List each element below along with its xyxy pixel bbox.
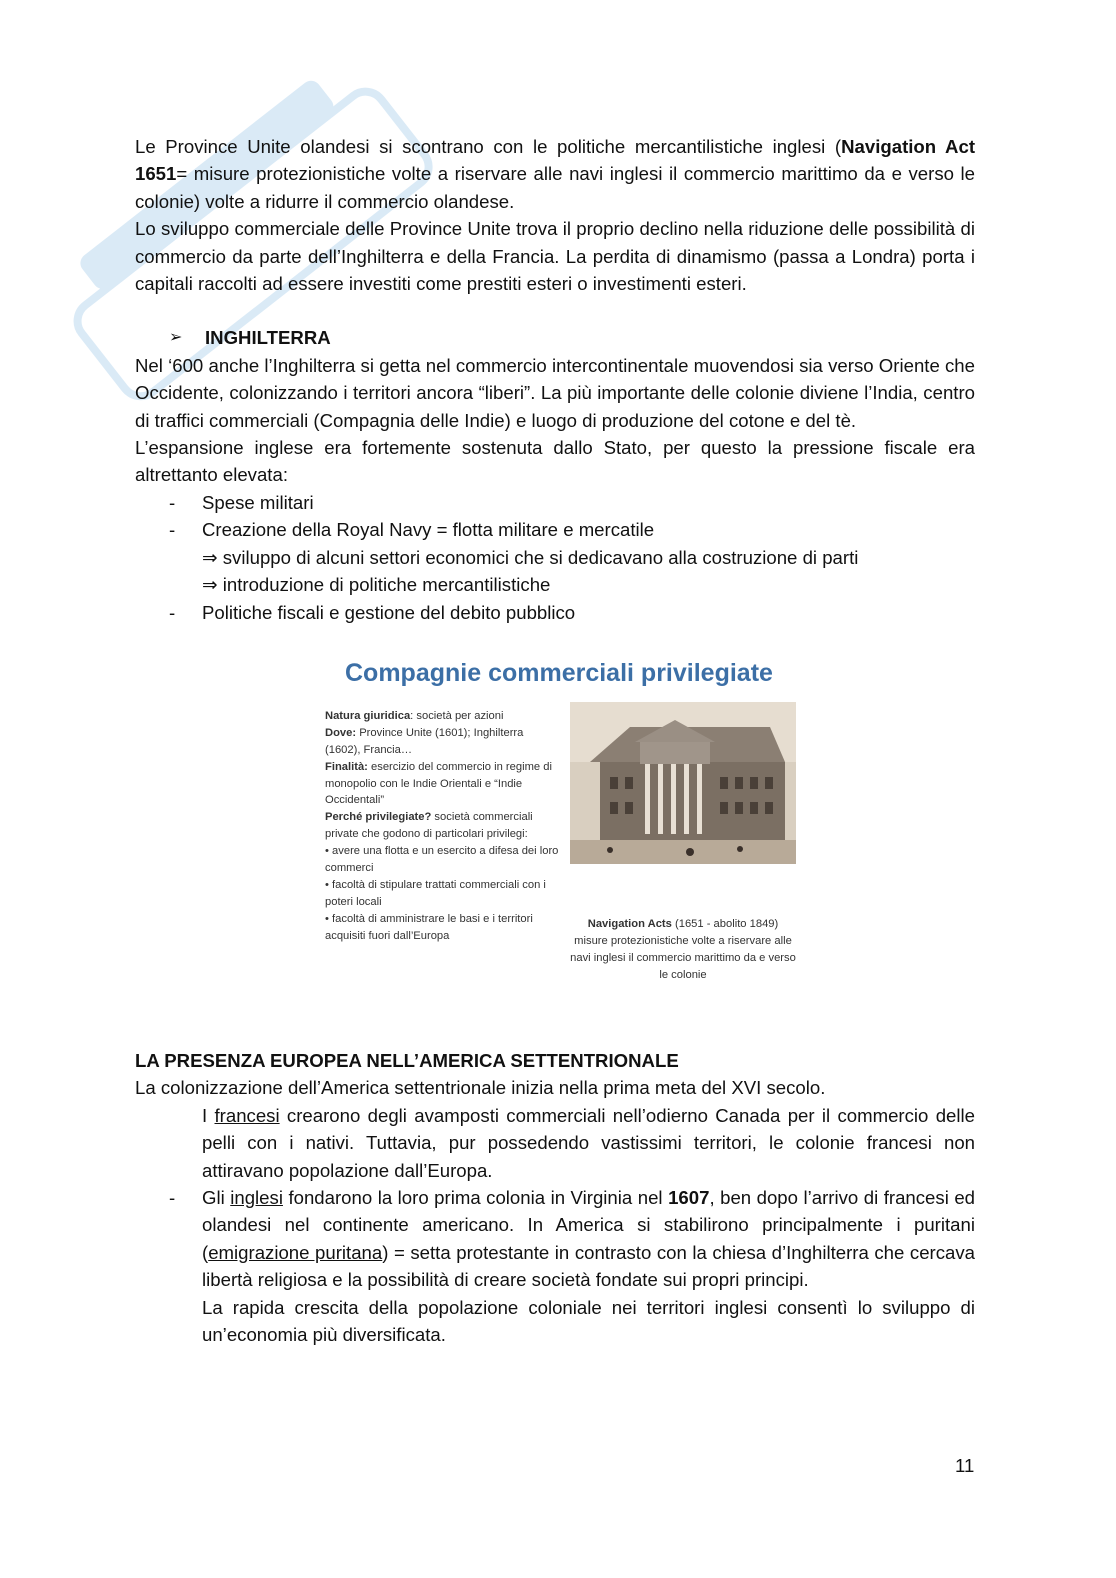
list-item: - Creazione della Royal Navy = flotta militare e mercatile ⇒ sviluppo di alcuni settori economici che si dedicavano alla costruzione di parti ⇒ introduzione di politiche mercantilistiche <box>135 516 975 598</box>
paragraph-1: Le Province Unite olandesi si scontrano con le politiche mercantilistiche inglesi (Navigation Act 1651= misure protezionistiche volte a riservare alle navi inglesi il commercio marittimo da e verso le colonie) volte a ridurre il commercio olandese. <box>135 136 976 212</box>
list-item: - Gli inglesi fondarono la loro prima colonia in Virginia nel 1607, ben dopo l’arrivo di francesi ed olandesi nel continente americano. In America si stabilirono principalmente i puritani (emigrazione puritana) = setta protestante in contrasto con la chiesa d’Inghilterra che cercava libertà religiosa e la possibilità di creare società fondate sui propri principi. La rapida crescita della popolazione coloniale nei territori inglesi consentì lo sviluppo di un’economia più diversificata. <box>135 1184 975 1348</box>
section-heading-inghilterra: ➢ INGHILTERRA <box>135 324 975 351</box>
figure-title: Compagnie commerciali privilegiate <box>345 658 773 687</box>
slide-figure <box>315 650 795 995</box>
page-number: 11 <box>955 1455 975 1476</box>
inghilterra-paragraph-2: L’espansione inglese era fortemente sostenuta dallo Stato, per questo la pressione fiscale era altrettanto elevata: <box>135 437 975 486</box>
fiscal-list <box>135 489 975 626</box>
list-item: - Spese militari <box>169 491 314 513</box>
section-heading-america: LA PRESENZA EUROPEA NELL’AMERICA SETTENTRIONALE <box>135 1049 679 1071</box>
figure-text: Natura giuridica: società per azioni Dove: Province Unite (1601); Inghilterra (1602), Francia… Finalità: esercizio del commercio in regime di monopolio con le Indie Orientali e “Indie Occidentali” Perché privilegiate? società commerciali private che godono di particolari privilegi: • avere una flotta e un esercito a difesa dei loro commerci • facoltà di stipulare trattati commerciali con i poteri locali • facoltà di amministrare le basi e i territori acquisiti fuori dall’Europa <box>325 709 559 942</box>
america-francesi: I francesi crearono degli avamposti commerciali nell’odierno Canada per il commercio delle pelli con i nativi. Tuttavia, pur possedendo vastissimi territori, le colonie francesi non attiravano popolazione dall’Europa. <box>202 1104 975 1181</box>
page-content <box>135 133 975 1348</box>
sub-item: ⇒ introduzione di politiche mercantilistiche <box>202 574 551 596</box>
paragraph-2: Lo sviluppo commerciale delle Province Unite trova il proprio declino nella riduzione delle possibilità di commercio da parte dell’Inghilterra e della Francia. La perdita di dinamismo (passa a Londra) porta i capitali raccolti ad essere investiti come prestiti esteri o investimenti esteri. <box>135 218 975 295</box>
figure-caption: Navigation Acts (1651 - abolito 1849) misure protezionistiche volte a riservare alle navi inglesi il commercio marittimo da e verso le colonie <box>570 917 796 981</box>
arrow-bullet-icon: ➢ <box>169 329 183 347</box>
america-list <box>135 1184 975 1348</box>
list-item: - Politiche fiscali e gestione del debito pubblico <box>169 601 576 623</box>
inghilterra-paragraph-1: Nel ‘600 anche l’Inghilterra si getta nel commercio intercontinentale muovendosi sia verso Oriente che Occidente, colonizzando i territori ancora “liberi”. La più importante delle colonie diviene l’India, centro di traffici commerciali (Compagnia delle Indie) e luogo di produzione del cotone e del tè. <box>135 354 975 431</box>
sub-item: ⇒ sviluppo di alcuni settori economici che si dedicavano alla costruzione di parti <box>202 546 859 568</box>
america-intro: La colonizzazione dell’America settentrionale inizia nella prima meta del XVI secolo. <box>135 1077 826 1099</box>
east-india-house-image <box>570 702 796 864</box>
america-growth: La rapida crescita della popolazione coloniale nei territori inglesi consentì lo sviluppo di un’economia più diversificata. <box>202 1296 975 1345</box>
